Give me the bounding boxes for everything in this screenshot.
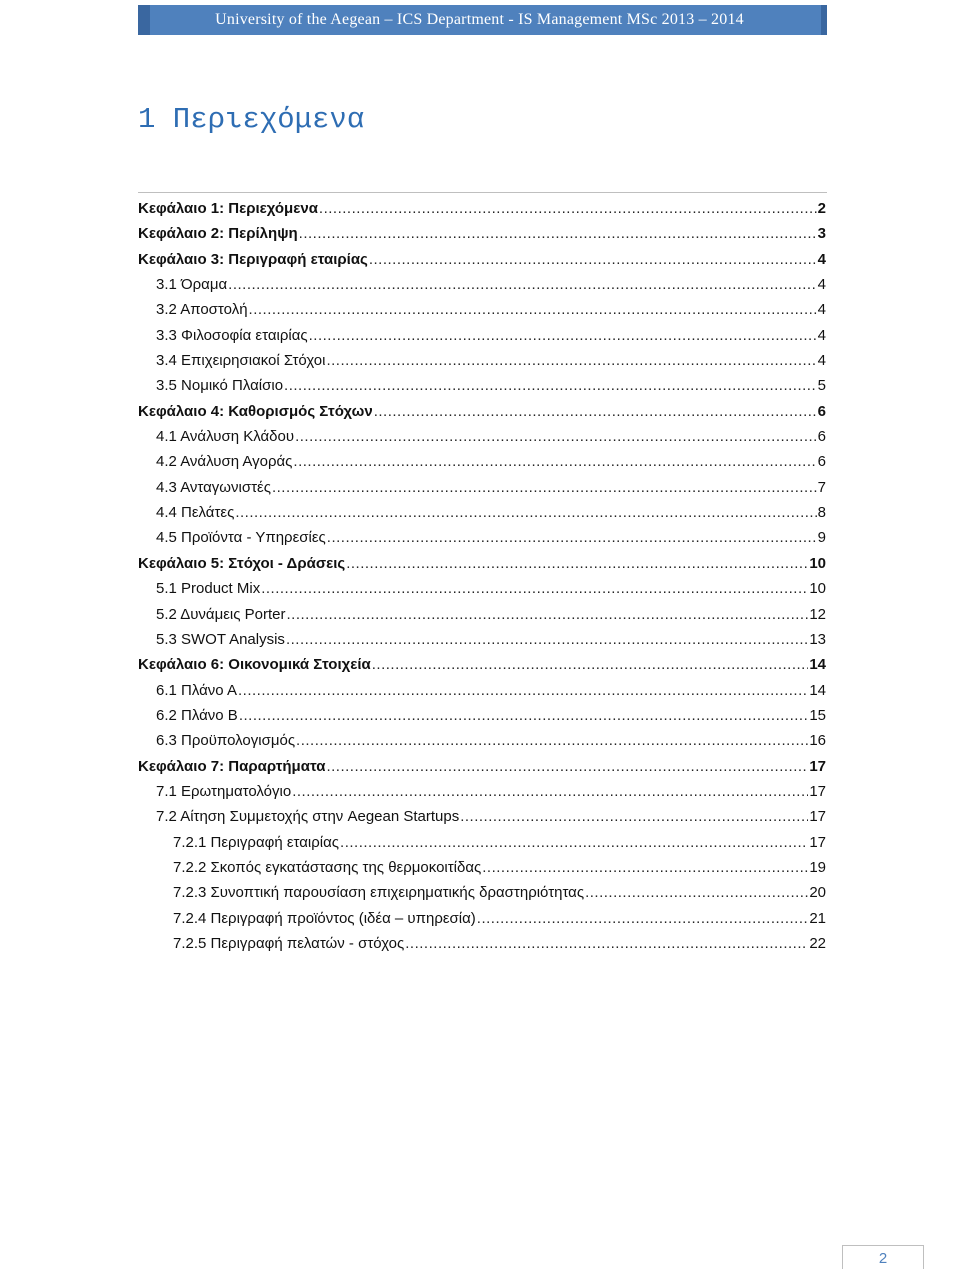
toc-entry-page: 5: [817, 377, 826, 395]
toc-dot-leader: [326, 348, 816, 373]
toc-entry-page: 4: [817, 326, 826, 344]
toc-entry-page: 9: [817, 529, 826, 547]
toc-dot-leader: [309, 323, 817, 348]
toc-entry-title: 7.2.1 Περιγραφή εταιρίας: [173, 833, 340, 851]
toc-dot-leader: [369, 247, 817, 272]
toc-entry-title: 4.1 Ανάλυση Κλάδου: [156, 428, 295, 446]
toc-dot-leader: [346, 551, 808, 576]
toc-divider: [138, 192, 827, 193]
toc-entry[interactable]: [138, 399, 826, 424]
toc-entry-title: 5.3 SWOT Analysis: [156, 630, 285, 648]
toc-entry-title: Κεφάλαιο 3: Περιγραφή εταιρίας: [138, 250, 368, 268]
toc-entry-title: 6.1 Πλάνο Α: [156, 681, 237, 699]
toc-entry[interactable]: [138, 880, 826, 905]
toc-dot-leader: [340, 830, 808, 855]
toc-entry[interactable]: [138, 449, 826, 474]
toc-entry[interactable]: [138, 551, 826, 576]
toc-dot-leader: [249, 297, 817, 322]
toc-entry-title: Κεφάλαιο 4: Καθορισμός Στόχων: [138, 402, 373, 420]
toc-entry[interactable]: [138, 323, 826, 348]
header-title: University of the Aegean – ICS Department - IS Management MSc 2013 – 2014: [215, 11, 744, 28]
toc-entry[interactable]: [138, 906, 826, 931]
toc-entry-title: Κεφάλαιο 5: Στόχοι - Δράσεις: [138, 554, 346, 572]
toc-entry-title: 3.4 Επιχειρησιακοί Στόχοι: [156, 352, 326, 370]
toc-entry-page: 4: [817, 352, 826, 370]
toc-entry-title: 6.2 Πλάνο Β: [156, 706, 238, 724]
toc-entry-title: 3.5 Νομικό Πλαίσιο: [156, 377, 284, 395]
toc-entry-title: Κεφάλαιο 7: Παραρτήματα: [138, 757, 326, 775]
toc-entry[interactable]: [138, 221, 826, 246]
toc-entry-title: 5.1 Product Mix: [156, 580, 261, 598]
toc-entry-page: 3: [817, 225, 826, 243]
toc-dot-leader: [372, 652, 809, 677]
toc-entry[interactable]: [138, 703, 826, 728]
toc-entry[interactable]: [138, 475, 826, 500]
toc-dot-leader: [296, 728, 808, 753]
toc-dot-leader: [286, 627, 808, 652]
toc-dot-leader: [299, 221, 817, 246]
toc-entry[interactable]: [138, 424, 826, 449]
toc-entry-page: 10: [809, 554, 826, 572]
toc-dot-leader: [326, 754, 808, 779]
toc-entry-page: 8: [817, 504, 826, 522]
toc-entry[interactable]: [138, 830, 826, 855]
toc-entry[interactable]: [138, 348, 826, 373]
toc-entry[interactable]: [138, 728, 826, 753]
toc-dot-leader: [374, 399, 817, 424]
toc-dot-leader: [293, 449, 816, 474]
toc-entry-title: 7.2 Αίτηση Συμμετοχής στην Aegean Startups: [156, 808, 460, 826]
toc-entry[interactable]: [138, 373, 826, 398]
toc-entry-page: 17: [809, 808, 826, 826]
toc-entry-title: 3.3 Φιλοσοφία εταιρίας: [156, 326, 308, 344]
table-of-contents: [138, 196, 826, 956]
toc-entry-page: 21: [809, 909, 826, 927]
toc-entry[interactable]: [138, 272, 826, 297]
toc-entry-title: Κεφάλαιο 2: Περίληψη: [138, 225, 298, 243]
toc-entry-title: 3.1 Όραμα: [156, 276, 228, 294]
toc-entry-page: 6: [817, 453, 826, 471]
toc-entry-page: 4: [817, 250, 826, 268]
toc-entry-page: 4: [817, 301, 826, 319]
toc-dot-leader: [261, 576, 808, 601]
running-header: [138, 5, 827, 35]
toc-entry-page: 19: [809, 858, 826, 876]
toc-entry[interactable]: [138, 804, 826, 829]
toc-heading: 1 Περιεχόμενα: [138, 103, 365, 136]
toc-dot-leader: [585, 880, 808, 905]
toc-entry[interactable]: [138, 500, 826, 525]
toc-dot-leader: [235, 500, 816, 525]
toc-dot-leader: [295, 424, 817, 449]
toc-entry[interactable]: [138, 525, 826, 550]
toc-entry-page: 22: [809, 934, 826, 952]
toc-dot-leader: [460, 804, 808, 829]
page-number: 2: [878, 1250, 888, 1267]
toc-entry-title: 6.3 Προϋπολογισμός: [156, 732, 296, 750]
toc-dot-leader: [284, 373, 817, 398]
toc-entry-page: 12: [809, 605, 826, 623]
toc-entry[interactable]: [138, 931, 826, 956]
toc-entry-title: 4.2 Ανάλυση Αγοράς: [156, 453, 293, 471]
toc-entry[interactable]: [138, 779, 826, 804]
toc-entry-page: 15: [809, 706, 826, 724]
toc-entry-page: 16: [809, 732, 826, 750]
toc-dot-leader: [239, 703, 809, 728]
toc-entry-page: 14: [809, 681, 826, 699]
toc-entry-title: Κεφάλαιο 6: Οικονομικά Στοιχεία: [138, 656, 371, 674]
toc-entry[interactable]: [138, 247, 826, 272]
toc-entry[interactable]: [138, 297, 826, 322]
toc-entry[interactable]: [138, 602, 826, 627]
toc-entry-page: 6: [817, 402, 826, 420]
toc-entry-title: 4.4 Πελάτες: [156, 504, 235, 522]
toc-entry[interactable]: [138, 855, 826, 880]
toc-entry-page: 14: [809, 656, 826, 674]
toc-entry-page: 17: [809, 782, 826, 800]
toc-entry-page: 7: [817, 478, 826, 496]
toc-entry-page: 17: [809, 757, 826, 775]
toc-entry-title: Κεφάλαιο 1: Περιεχόμενα: [138, 200, 318, 217]
toc-entry[interactable]: [138, 652, 826, 677]
toc-entry-page: 6: [817, 428, 826, 446]
toc-entry-title: 7.1 Ερωτηματολόγιο: [156, 782, 292, 800]
toc-entry[interactable]: [138, 576, 826, 601]
toc-entry[interactable]: [138, 678, 826, 703]
toc-entry-page: 4: [817, 276, 826, 294]
toc-entry-title: 5.2 Δυνάμεις Porter: [156, 605, 286, 623]
toc-entry-page: 2: [817, 200, 826, 217]
toc-dot-leader: [405, 931, 808, 956]
toc-dot-leader: [482, 855, 808, 880]
toc-entry-page: 20: [809, 884, 826, 902]
toc-entry-title: 7.2.5 Περιγραφή πελατών - στόχος: [173, 934, 405, 952]
toc-entry-title: 7.2.4 Περιγραφή προϊόντος (ιδέα – υπηρεσία): [173, 909, 476, 927]
toc-dot-leader: [272, 475, 817, 500]
toc-dot-leader: [292, 779, 808, 804]
toc-entry-title: 3.2 Αποστολή: [156, 301, 248, 319]
toc-dot-leader: [287, 602, 809, 627]
toc-entry-title: 4.5 Προϊόντα - Υπηρεσίες: [156, 529, 326, 547]
toc-entry-title: 7.2.2 Σκοπός εγκατάστασης της θερμοκοιτίδας: [173, 858, 482, 876]
toc-dot-leader: [327, 525, 817, 550]
toc-entry[interactable]: [138, 196, 826, 221]
page-number-box: [842, 1245, 924, 1269]
toc-dot-leader: [477, 906, 809, 931]
toc-dot-leader: [238, 678, 808, 703]
toc-entry[interactable]: [138, 754, 826, 779]
toc-dot-leader: [228, 272, 817, 297]
toc-entry-page: 13: [809, 630, 826, 648]
toc-dot-leader: [319, 196, 817, 221]
toc-entry[interactable]: [138, 627, 826, 652]
toc-entry-title: 4.3 Ανταγωνιστές: [156, 478, 271, 496]
toc-entry-page: 17: [809, 833, 826, 851]
toc-entry-page: 10: [809, 580, 826, 598]
toc-entry-title: 7.2.3 Συνοπτική παρουσίαση επιχειρηματικής δραστηριότητας: [173, 884, 585, 902]
